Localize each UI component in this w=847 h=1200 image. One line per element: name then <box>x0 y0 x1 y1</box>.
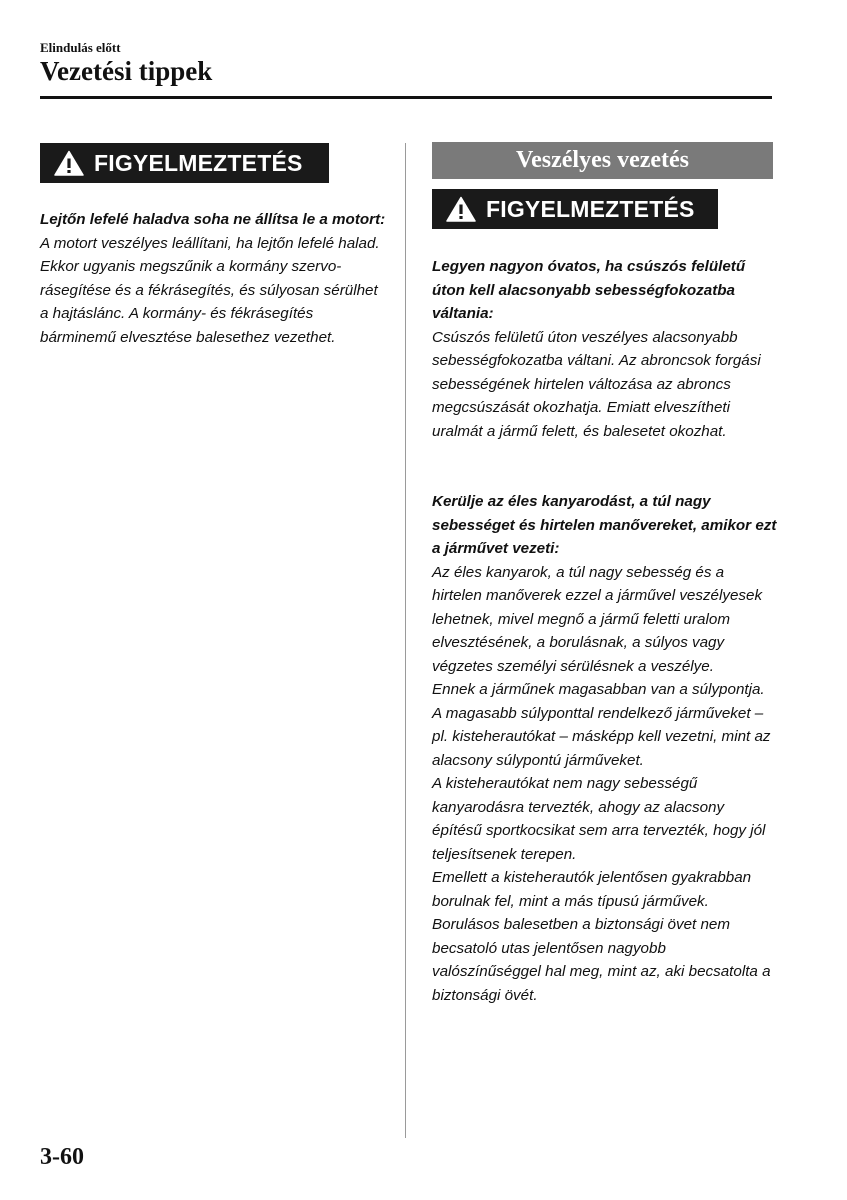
warning-label: FIGYELMEZTETÉS <box>94 149 303 176</box>
header-divider <box>40 96 772 99</box>
warning-lead: Lejtőn lefelé haladva soha ne állítsa le a motort: <box>40 211 386 228</box>
warning-lead: Kerülje az éles kanyarodást, a túl nagy sebességet és hirtelen manővereket, amikor ezt a járművet vezeti: <box>432 493 777 557</box>
warning-text-left <box>40 208 390 349</box>
warning-paragraph: Csúszós felületű úton veszélyes alacsonyabb sebességfokozatba váltani. Az abroncsok forgási sebességének hirtelen változása az abroncs megcsúszását okozhatja. Emiatt elveszítheti uralmát a jármű felett, és balesetet okozhat. <box>432 328 761 440</box>
warning-banner-left <box>40 143 329 183</box>
warning-lead: Legyen nagyon óvatos, ha csúszós felületű úton kell alacsonyabb sebességfokozatba váltania: <box>432 258 746 322</box>
warning-item <box>432 255 777 443</box>
page-number: 3-60 <box>40 1144 84 1170</box>
warning-triangle-icon <box>54 150 84 176</box>
warning-paragraph: A kisteherautókat nem nagy sebességű kanyarodásra tervezték, ahogy az alacsony építésű sportkocsikat sem arra tervezték, hogy jól teljesítsenek terepen. <box>432 775 766 863</box>
warning-banner-right <box>432 189 718 229</box>
warning-triangle-icon <box>446 196 476 222</box>
breadcrumb: Elindulás előtt <box>40 40 121 55</box>
warning-paragraph: Ennek a járműnek magasabban van a súlypontja. A magasabb súlyponttal rendelkező járműveket – pl. kisteherautókat – másképp kell vezetni, mint az alacsony súlypontú járműveket. <box>432 681 771 769</box>
warning-label: FIGYELMEZTETÉS <box>486 195 695 222</box>
warning-paragraph: Borulásos balesetben a biztonsági övet nem becsatoló utas jelentősen nagyobb valószínűséggel hal meg, mint az, aki becsatolta a biztonsági övét. <box>432 916 771 1004</box>
warning-paragraph: Az éles kanyarok, a túl nagy sebesség és a hirtelen manőverek ezzel a járművel veszélyesek lehetnek, mivel megnő a jármű feletti uralom elvesztésének, a borulásnak, a súlyos vagy végzetes személyi sérülésnek a veszélye. <box>432 563 763 675</box>
warning-paragraph: Emellett a kisteherautók jelentősen gyakrabban borulnak fel, mint a más típusú járművek. <box>432 869 752 910</box>
column-divider <box>405 143 406 1138</box>
section-title: Veszélyes vezetés <box>515 147 690 173</box>
warning-item <box>432 490 777 1007</box>
section-header <box>432 142 773 179</box>
warning-body: A motort veszélyes leállítani, ha lejtőn lefelé halad. Ekkor ugyanis megszűnik a kormány szervo-rásegítése és a fékrásegítés, és súlyosan sérülhet a hajtáslánc. A kormány- és fékrásegítés bárminemű elvesztése balesethez vezethet. <box>40 234 380 346</box>
page-title: Vezetési tippek <box>40 56 213 86</box>
